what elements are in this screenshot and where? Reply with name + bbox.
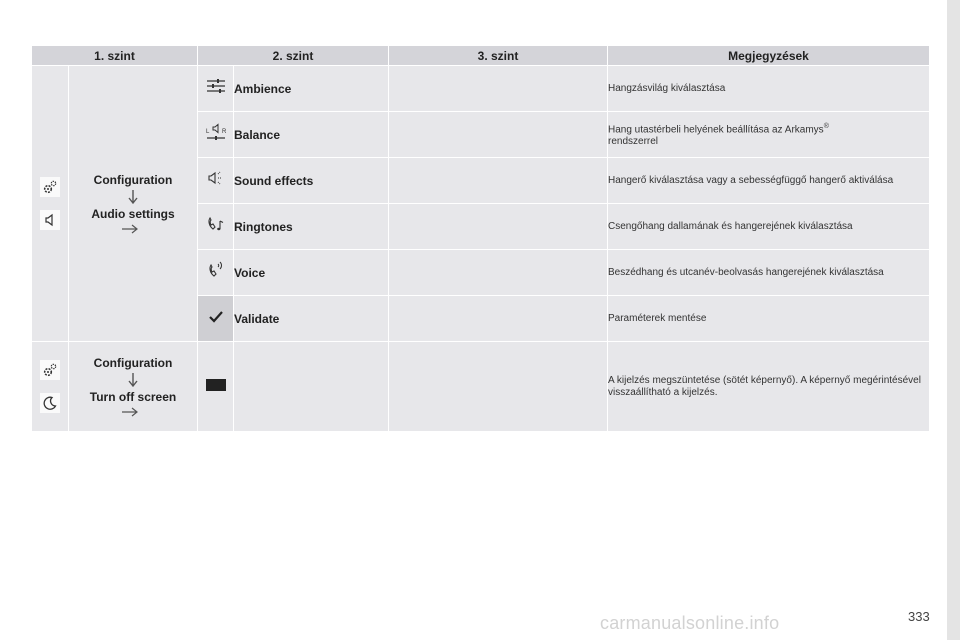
arrow-down-icon bbox=[128, 373, 138, 387]
level3-cell bbox=[389, 296, 608, 342]
speaker-icon bbox=[40, 210, 60, 230]
path-first-label: Configuration bbox=[93, 173, 173, 187]
level3-cell bbox=[389, 250, 608, 296]
arrow-right-icon bbox=[122, 224, 138, 234]
header-notes: Megjegyzések bbox=[608, 46, 930, 66]
level3-cell bbox=[389, 204, 608, 250]
sound-effects-icon bbox=[198, 158, 234, 204]
path-first-label: Configuration bbox=[93, 356, 173, 370]
empty-cell bbox=[234, 342, 389, 432]
balance-left-right-icon bbox=[198, 112, 234, 158]
option-note: Csengőhang dallamának és hangerejének kiválasztása bbox=[608, 204, 930, 250]
level2-path-cell bbox=[69, 66, 198, 342]
checkmark-icon bbox=[198, 296, 234, 342]
option-label: Ringtones bbox=[234, 204, 389, 250]
option-note: A kijelzés megszüntetése (sötét képernyő). A képernyő megérintésével visszaállítható a kijelzés. bbox=[608, 342, 930, 432]
path-second-label: Audio settings bbox=[91, 207, 175, 221]
black-screen-icon bbox=[198, 342, 234, 432]
arrow-down-icon bbox=[128, 190, 138, 204]
level3-cell bbox=[389, 158, 608, 204]
option-note: Hang utastérbeli helyének beállítása az Arkamys® rendszerrel bbox=[608, 112, 930, 158]
gear-icon bbox=[40, 360, 60, 380]
settings-table bbox=[31, 45, 930, 432]
page-number: 333 bbox=[908, 609, 930, 624]
option-note: Paraméterek mentése bbox=[608, 296, 930, 342]
level1-icons-cell bbox=[32, 342, 69, 432]
table-row bbox=[32, 66, 930, 112]
header-level3: 3. szint bbox=[389, 46, 608, 66]
option-label: Balance bbox=[234, 112, 389, 158]
svg-text:R: R bbox=[221, 129, 226, 135]
table-header-row bbox=[32, 46, 930, 66]
level2-path-cell bbox=[69, 342, 198, 432]
gear-icon bbox=[40, 177, 60, 197]
level1-icons-cell bbox=[32, 66, 69, 342]
option-label: Sound effects bbox=[234, 158, 389, 204]
option-note: Hangzásvilág kiválasztása bbox=[608, 66, 930, 112]
level3-cell bbox=[389, 112, 608, 158]
page-edge-strip bbox=[947, 0, 960, 640]
path-second-label: Turn off screen bbox=[89, 390, 177, 404]
ringtone-icon bbox=[198, 204, 234, 250]
option-label: Voice bbox=[234, 250, 389, 296]
svg-text:L: L bbox=[205, 129, 209, 135]
option-note: Hangerő kiválasztása vagy a sebességfüggő hangerő aktiválása bbox=[608, 158, 930, 204]
watermark: carmanualsonline.info bbox=[600, 613, 780, 633]
option-label: Ambience bbox=[234, 66, 389, 112]
table-row bbox=[32, 342, 930, 432]
level3-cell bbox=[389, 66, 608, 112]
option-label: Validate bbox=[234, 296, 389, 342]
equalizer-sliders-icon bbox=[198, 66, 234, 112]
arrow-right-icon bbox=[122, 407, 138, 417]
header-level2: 2. szint bbox=[198, 46, 389, 66]
option-note: Beszédhang és utcanév-beolvasás hangerejének kiválasztása bbox=[608, 250, 930, 296]
header-level1: 1. szint bbox=[32, 46, 198, 66]
moon-icon bbox=[40, 393, 60, 413]
voice-icon bbox=[198, 250, 234, 296]
level3-cell bbox=[389, 342, 608, 432]
